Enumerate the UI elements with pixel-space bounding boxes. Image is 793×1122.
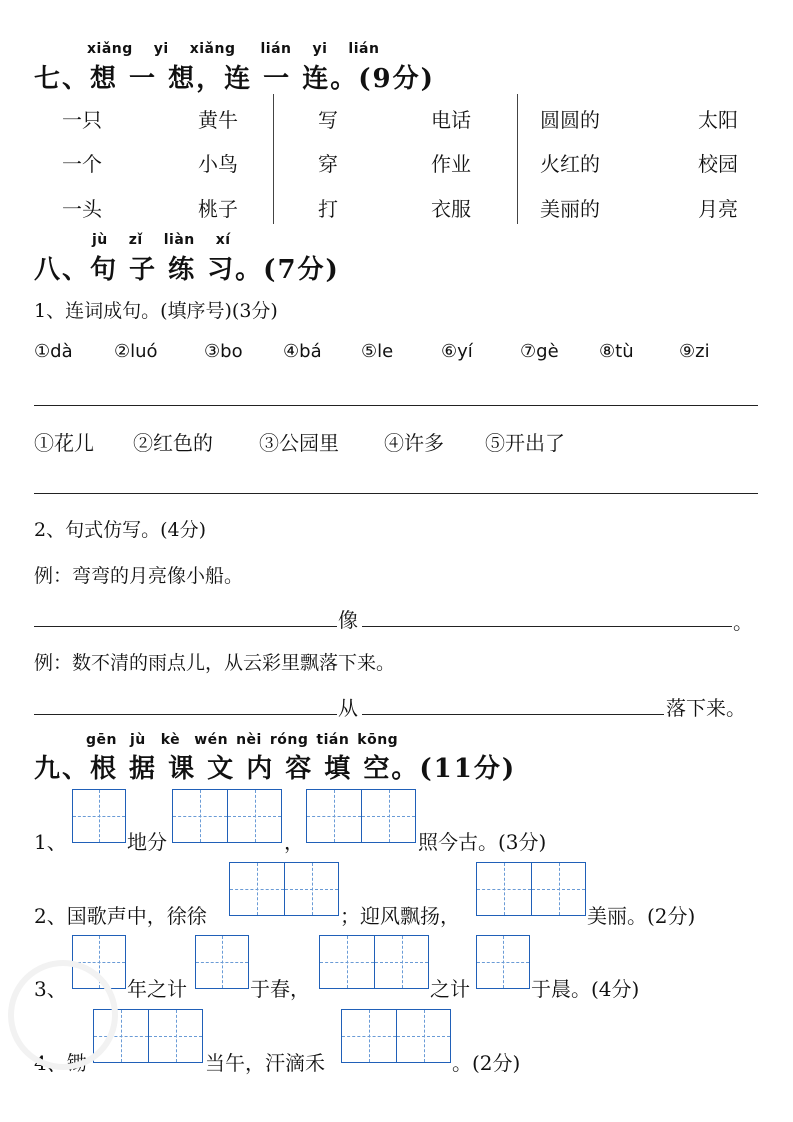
match-left-item[interactable]: 写 xyxy=(318,108,338,132)
fill-text: 年之计 xyxy=(127,977,187,1001)
section9-pinyin xyxy=(86,732,419,748)
match-right-item[interactable]: 电话 xyxy=(431,108,471,132)
answer-line[interactable] xyxy=(34,405,758,406)
question-2-title: 2、句式仿写。(4分) xyxy=(34,519,207,541)
tianzige-box-2[interactable] xyxy=(229,862,339,916)
match-right-item[interactable]: 桃子 xyxy=(198,197,238,221)
option-item: ④bá xyxy=(283,341,322,362)
section8-pinyin xyxy=(92,232,252,248)
match-right-item[interactable]: 衣服 xyxy=(431,197,471,221)
option-item: ⑦gè xyxy=(520,341,559,362)
pinyin-syllable: kōng xyxy=(357,732,399,748)
fill-text: 于晨。(4分) xyxy=(531,977,640,1001)
pinyin-syllable: xí xyxy=(215,232,231,248)
option-item: ①花儿 xyxy=(34,431,94,455)
option-item: ④许多 xyxy=(384,431,444,455)
column-divider xyxy=(273,94,274,224)
section8-title: 八、句 子 练 习。(7分) xyxy=(34,255,340,285)
section7-title: 七、想 一 想，连 一 连。(9分) xyxy=(34,64,435,94)
tianzige-box-2[interactable] xyxy=(306,789,416,843)
example-sentence: 例：弯弯的月亮像小船。 xyxy=(34,565,244,587)
sentence-connector: 像 xyxy=(338,608,358,632)
option-item: ⑤开出了 xyxy=(485,431,565,455)
option-item: ⑥yí xyxy=(441,341,473,362)
pinyin-syllable: xiǎng xyxy=(189,41,236,57)
match-left-item[interactable]: 一个 xyxy=(62,152,102,176)
match-left-item[interactable]: 美丽的 xyxy=(540,197,600,221)
pinyin-syllable: kè xyxy=(160,732,181,748)
match-right-item[interactable]: 月亮 xyxy=(698,197,738,221)
pinyin-syllable: wén xyxy=(194,732,229,748)
example-sentence: 例：数不清的雨点儿，从云彩里飘落下来。 xyxy=(34,652,396,674)
pinyin-syllable: jù xyxy=(92,232,108,248)
section7-pinyin xyxy=(87,41,400,57)
pinyin-syllable: zǐ xyxy=(128,232,143,248)
option-item: ③bo xyxy=(204,341,243,362)
pinyin-syllable: lián xyxy=(348,41,380,57)
fill-text: 美丽。(2分) xyxy=(587,904,696,928)
pinyin-syllable: yi xyxy=(153,41,169,57)
pinyin-syllable: jù xyxy=(129,732,146,748)
option-item: ⑨zi xyxy=(679,341,710,362)
answer-line[interactable] xyxy=(34,714,337,715)
question-1-title: 1、连词成句。(填序号)(3分) xyxy=(34,300,278,322)
fill-text: 当午，汗滴禾 xyxy=(205,1051,325,1075)
tianzige-box-1[interactable] xyxy=(72,789,126,843)
fill-question-number: 1、 xyxy=(34,830,67,854)
option-item: ⑤le xyxy=(361,341,394,362)
tianzige-box-1[interactable] xyxy=(476,935,530,989)
option-item: ①dà xyxy=(34,341,73,362)
match-right-item[interactable]: 黄牛 xyxy=(198,108,238,132)
match-left-item[interactable]: 一头 xyxy=(62,197,102,221)
option-item: ⑧tù xyxy=(599,341,634,362)
pinyin-syllable: liàn xyxy=(163,232,195,248)
answer-line[interactable] xyxy=(34,626,337,627)
pinyin-syllable: tián xyxy=(316,732,350,748)
pinyin-syllable: lián xyxy=(260,41,292,57)
tianzige-box-2[interactable] xyxy=(341,1009,451,1063)
match-right-item[interactable]: 作业 xyxy=(431,152,471,176)
match-right-item[interactable]: 校园 xyxy=(698,152,738,176)
pinyin-syllable: xiǎng xyxy=(87,41,133,57)
sentence-connector: 从 xyxy=(338,696,358,720)
match-right-item[interactable]: 小鸟 xyxy=(198,152,238,176)
answer-line[interactable] xyxy=(34,493,758,494)
match-left-item[interactable]: 打 xyxy=(318,197,338,221)
watermark-logo xyxy=(8,960,118,1070)
sentence-end: 落下来。 xyxy=(666,696,746,720)
match-left-item[interactable]: 一只 xyxy=(62,108,102,132)
fill-text: ， xyxy=(284,830,304,854)
pinyin-syllable: yi xyxy=(312,41,328,57)
option-item: ②luó xyxy=(114,341,158,362)
fill-text: 4、锄 xyxy=(34,1051,87,1075)
pinyin-syllable: gēn xyxy=(86,732,117,748)
sentence-end: 。 xyxy=(733,610,753,634)
fill-text: 照今古。(3分) xyxy=(418,830,547,854)
match-left-item[interactable]: 穿 xyxy=(318,152,338,176)
tianzige-box-2[interactable] xyxy=(476,862,586,916)
match-left-item[interactable]: 圆圆的 xyxy=(540,108,600,132)
fill-question-number: 3、 xyxy=(34,977,67,1001)
match-left-item[interactable]: 火红的 xyxy=(540,152,600,176)
fill-text: 。(2分) xyxy=(452,1051,521,1075)
answer-line[interactable] xyxy=(362,626,732,627)
tianzige-box-1[interactable] xyxy=(195,935,249,989)
option-item: ③公园里 xyxy=(259,431,339,455)
fill-text: 2、国歌声中，徐徐 xyxy=(34,904,207,928)
fill-text: 地分 xyxy=(127,830,167,854)
fill-text: 之计 xyxy=(430,977,470,1001)
pinyin-syllable: nèi xyxy=(236,732,262,748)
tianzige-box-2[interactable] xyxy=(172,789,282,843)
section9-title: 九、根 据 课 文 内 容 填 空。(11分) xyxy=(34,754,517,784)
fill-text: ；迎风飘扬， xyxy=(340,904,460,928)
pinyin-syllable: róng xyxy=(269,732,309,748)
column-divider xyxy=(517,94,518,224)
tianzige-box-2[interactable] xyxy=(319,935,429,989)
match-right-item[interactable]: 太阳 xyxy=(698,108,738,132)
fill-text: 于春， xyxy=(250,977,310,1001)
answer-line[interactable] xyxy=(362,714,664,715)
option-item: ②红色的 xyxy=(133,431,213,455)
